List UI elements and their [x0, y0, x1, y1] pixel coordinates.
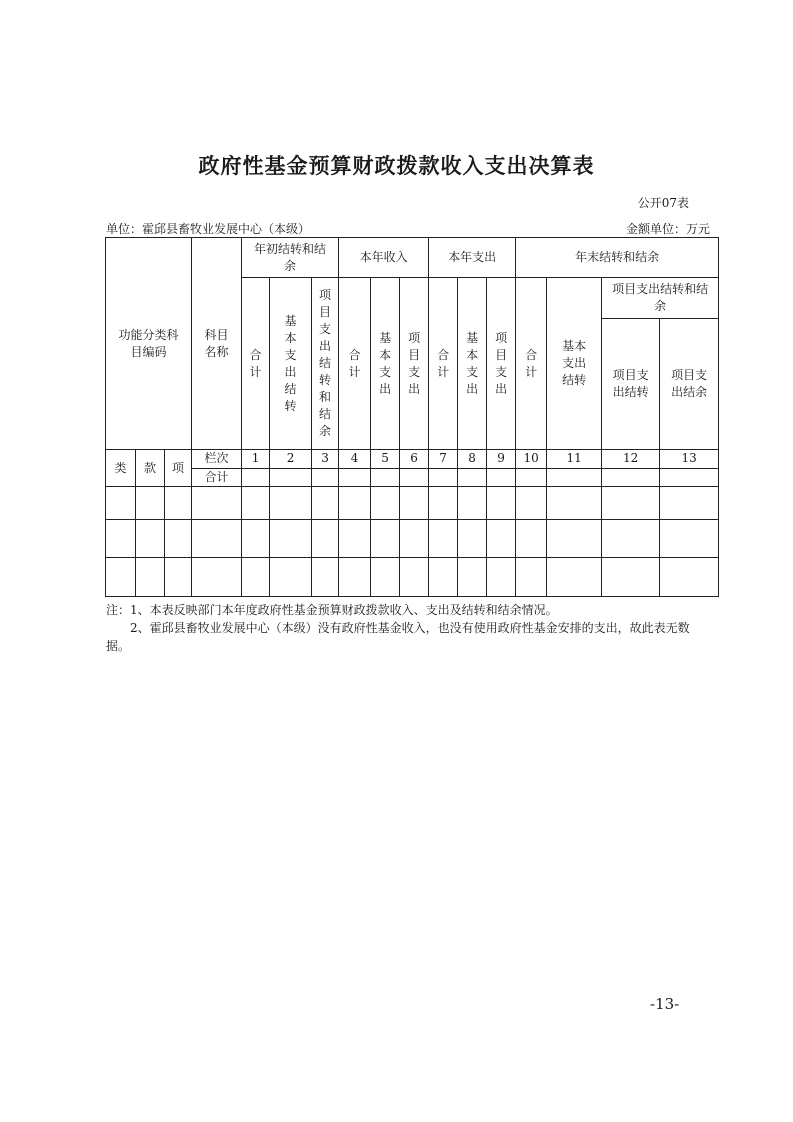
table-row	[106, 486, 719, 519]
header-begin-total: 合计	[242, 278, 270, 450]
col-number: 13	[660, 450, 719, 468]
header-expense-group: 本年支出	[429, 238, 516, 278]
header-begin-basic-carry: 基本支出结转	[270, 278, 312, 450]
header-func-code: 功能分类科目编码	[106, 238, 192, 450]
header-project-carryover: 项目支出结转	[602, 318, 660, 449]
header-income-basic: 基本支出	[371, 278, 400, 450]
header-begin-group: 年初结转和结余	[242, 238, 339, 278]
amount-unit: 金额单位：万元	[625, 222, 710, 236]
col-number: 3	[312, 450, 339, 468]
col-number: 7	[429, 450, 458, 468]
col-number: 10	[516, 450, 547, 468]
header-income-group: 本年收入	[339, 238, 429, 278]
code-col-item: 项	[165, 450, 192, 486]
header-begin-project-carry: 项目支出结转和结余	[312, 278, 339, 450]
page-title: 政府性基金预算财政拨款收入支出决算表	[198, 154, 595, 178]
header-expense-total: 合计	[429, 278, 458, 450]
budget-table	[105, 237, 719, 597]
header-end-basic-carry: 基本支出结转	[547, 278, 602, 450]
form-code: 公开07表	[637, 196, 689, 210]
table-row	[106, 558, 719, 597]
header-income-total: 合计	[339, 278, 371, 450]
page-number: -13-	[650, 995, 680, 1013]
col-number: 8	[458, 450, 487, 468]
header-expense-project: 项目支出	[487, 278, 516, 450]
col-number: 2	[270, 450, 312, 468]
header-end-total: 合计	[516, 278, 547, 450]
note-2: 2、霍邱县畜牧业发展中心（本级）没有政府性基金收入，也没有使用政府性基金安排的支出，故此表无数据。	[106, 621, 690, 653]
col-number: 6	[400, 450, 429, 468]
col-number: 1	[242, 450, 270, 468]
code-col-category: 类	[106, 450, 136, 486]
header-income-project: 项目支出	[400, 278, 429, 450]
col-number: 12	[602, 450, 660, 468]
note-1: 注：1、本表反映部门本年度政府性基金预算财政拨款收入、支出及结转和结余情况。	[106, 603, 558, 617]
code-col-section: 款	[136, 450, 165, 486]
header-project-surplus: 项目支出结余	[660, 318, 719, 449]
notes	[106, 601, 706, 655]
header-subject-name: 科目名称	[192, 238, 242, 450]
table-row	[106, 520, 719, 558]
unit-name: 单位：霍邱县畜牧业发展中心（本级）	[106, 222, 311, 236]
col-number: 5	[371, 450, 400, 468]
header-expense-basic: 基本支出	[458, 278, 487, 450]
col-number: 4	[339, 450, 371, 468]
total-row-label: 合计	[192, 468, 242, 486]
col-number: 11	[547, 450, 602, 468]
header-project-group: 项目支出结转和结余	[602, 278, 719, 318]
header-end-group: 年末结转和结余	[516, 238, 719, 278]
col-number: 9	[487, 450, 516, 468]
row-label: 栏次	[192, 450, 242, 468]
